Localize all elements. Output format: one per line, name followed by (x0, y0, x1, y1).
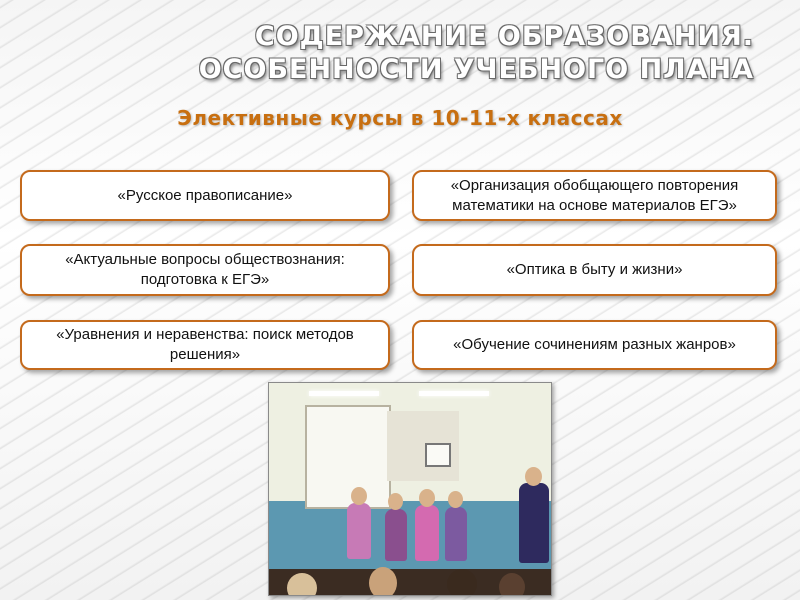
photo-ceiling-light (309, 391, 379, 396)
course-box-right-3: «Обучение сочинениям разных жанров» (412, 320, 777, 370)
course-box-right-1: «Организация обобщающего повторения математики на основе материалов ЕГЭ» (412, 170, 777, 221)
photo-ceiling-light (419, 391, 489, 396)
photo-wall-picture (425, 443, 451, 467)
photo-child-head (419, 489, 435, 507)
photo-teacher (519, 483, 549, 563)
photo-child (415, 505, 439, 561)
course-box-left-1: «Русское правописание» (20, 170, 390, 221)
photo-child (347, 503, 371, 559)
photo-audience-head (447, 569, 477, 596)
photo-audience-head (369, 567, 397, 596)
subtitle: Элективные курсы в 10-11-х классах (177, 106, 623, 130)
photo-audience-head (499, 573, 525, 596)
course-box-right-2: «Оптика в быту и жизни» (412, 244, 777, 296)
course-box-left-3: «Уравнения и неравенства: поиск методов решения» (20, 320, 390, 370)
photo-teacher-head (525, 467, 542, 486)
classroom-photo (268, 382, 552, 596)
photo-child-head (351, 487, 367, 505)
photo-whiteboard (305, 405, 391, 509)
photo-child (385, 509, 407, 561)
photo-child-head (448, 491, 463, 508)
photo-child-head (388, 493, 403, 510)
title-line-2: ОСОБЕННОСТИ УЧЕБНОГО ПЛАНА (198, 54, 754, 85)
photo-audience-head (287, 573, 317, 596)
course-box-left-2: «Актуальные вопросы обществознания: подготовка к ЕГЭ» (20, 244, 390, 296)
title-line-1: СОДЕРЖАНИЕ ОБРАЗОВАНИЯ. (254, 21, 754, 52)
slide-title (199, 20, 754, 86)
photo-child (445, 507, 467, 561)
